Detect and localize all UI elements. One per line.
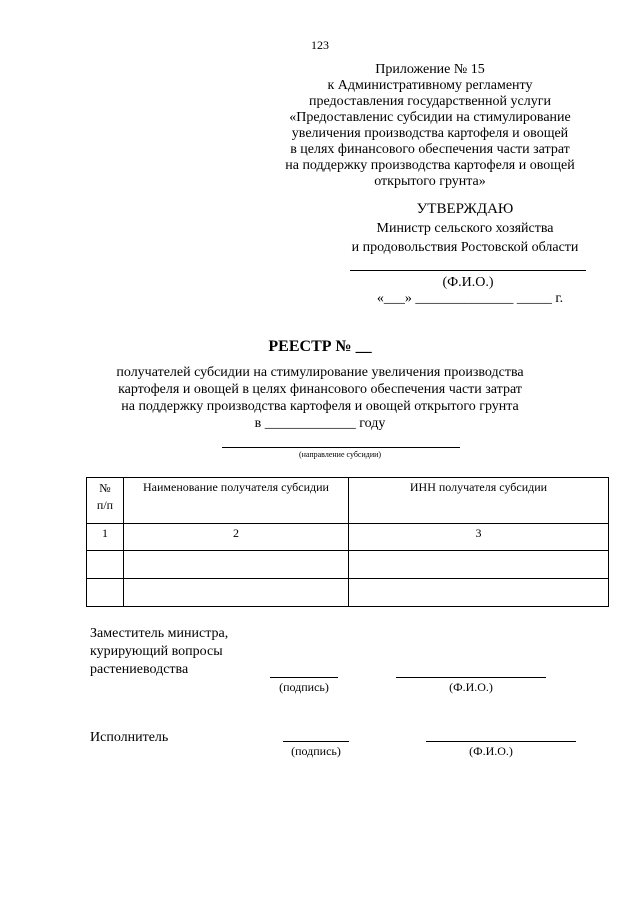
table-cell: 1 bbox=[87, 524, 124, 551]
approval-position: Министр сельского хозяйства bbox=[376, 221, 554, 236]
approval-block bbox=[320, 200, 610, 257]
registry-table bbox=[86, 477, 609, 607]
executor-signature-line bbox=[283, 741, 349, 742]
executor-label: Исполнитель bbox=[90, 730, 169, 745]
deputy-label-line: растениеводства bbox=[90, 662, 189, 677]
registry-subtitle-line: на поддержку производства картофеля и овощей открытого грунта bbox=[121, 399, 519, 414]
table-cell bbox=[87, 579, 124, 607]
annex-line: открытого грунта» bbox=[374, 174, 486, 189]
page-number: 123 bbox=[311, 38, 329, 52]
registry-subtitle bbox=[90, 364, 550, 432]
registry-subtitle-line: картофеля и овощей в целях финансового обеспечения части затрат bbox=[118, 382, 522, 397]
approval-position: и продовольствия Ростовской области bbox=[351, 240, 579, 255]
annex-line: к Административному регламенту bbox=[327, 78, 533, 93]
table-cell bbox=[349, 551, 609, 579]
header-recipient-name: Наименование получателя субсидии bbox=[124, 478, 349, 524]
executor-fio-caption: (Ф.И.О.) bbox=[469, 744, 513, 758]
table-header-row bbox=[87, 478, 609, 524]
annex-line: «Предоставленис субсидии на стимулирование bbox=[289, 110, 571, 125]
table-cell bbox=[124, 579, 349, 607]
annex-line: Приложение № 15 bbox=[375, 62, 485, 77]
approval-fio-caption: (Ф.И.О.) bbox=[442, 275, 494, 290]
table-cell bbox=[124, 551, 349, 579]
deputy-fio-caption: (Ф.И.О.) bbox=[449, 680, 493, 694]
direction-line bbox=[222, 447, 460, 448]
deputy-signature-line bbox=[270, 677, 338, 678]
registry-title: РЕЕСТР № __ bbox=[268, 338, 372, 355]
annex-line: увеличения производства картофеля и овощей bbox=[291, 126, 569, 141]
annex-line: в целях финансового обеспечения части затрат bbox=[290, 142, 570, 157]
table-cell: 2 bbox=[124, 524, 349, 551]
registry-subtitle-line: получателей субсидии на стимулирование увеличения производства bbox=[116, 365, 524, 380]
deputy-signature-caption: (подпись) bbox=[279, 680, 329, 694]
deputy-label-line: Заместитель министра, bbox=[90, 626, 229, 641]
deputy-fio-line bbox=[396, 677, 546, 678]
table-row bbox=[87, 551, 609, 579]
table-cell bbox=[349, 579, 609, 607]
deputy-minister-label bbox=[90, 625, 290, 679]
executor-signature-caption: (подпись) bbox=[291, 744, 341, 758]
table-row bbox=[87, 524, 609, 551]
annex-line: на поддержку производства картофеля и овощей bbox=[285, 158, 575, 173]
deputy-label-line: курирующий вопросы bbox=[90, 644, 223, 659]
table-row bbox=[87, 579, 609, 607]
approval-date: «___» ______________ _____ г. bbox=[376, 291, 564, 306]
table-cell bbox=[87, 551, 124, 579]
table-cell: 3 bbox=[349, 524, 609, 551]
annex-header bbox=[250, 62, 610, 190]
direction-caption: (направление субсидии) bbox=[298, 450, 382, 459]
registry-subtitle-line: в _____________ году bbox=[254, 416, 386, 431]
header-number: № п/п bbox=[87, 478, 124, 524]
header-inn: ИНН получателя субсидии bbox=[349, 478, 609, 524]
executor-fio-line bbox=[426, 741, 576, 742]
annex-line: предоставления государственной услуги bbox=[309, 94, 551, 109]
approval-header: УТВЕРЖДАЮ bbox=[416, 201, 514, 217]
approval-signature-line bbox=[350, 270, 586, 271]
